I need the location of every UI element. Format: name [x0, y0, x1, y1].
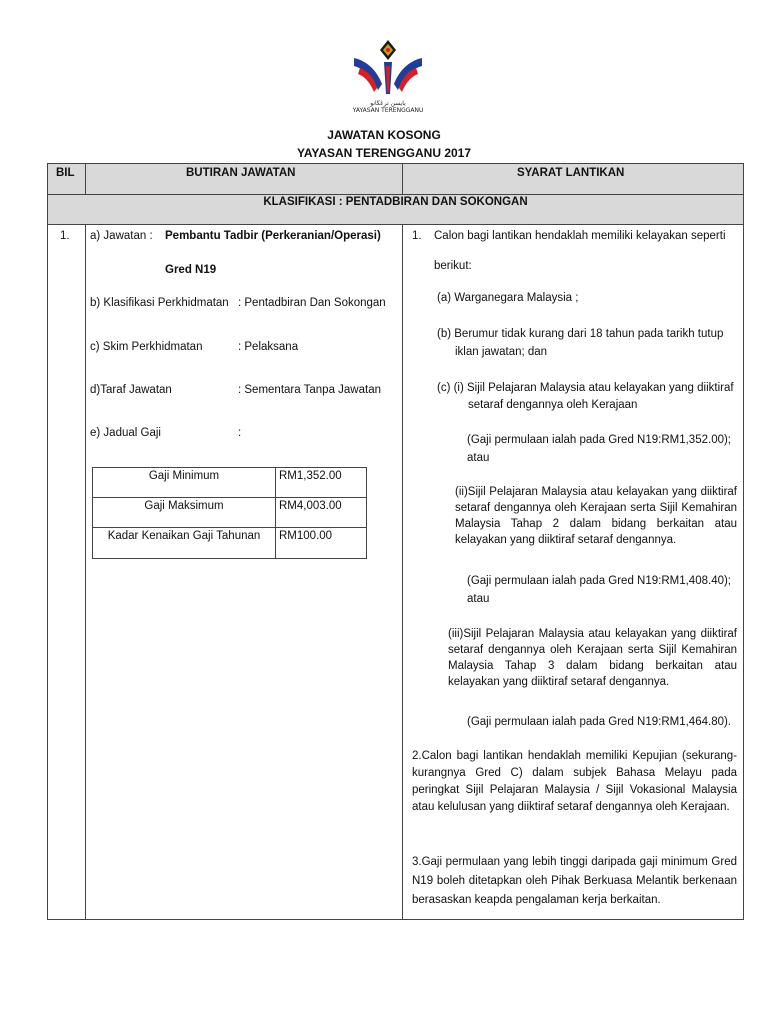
divider	[402, 224, 403, 919]
table-header-row	[48, 164, 743, 194]
header-butiran-jawatan: BUTIRAN JAWATAN	[186, 167, 296, 179]
syarat-b-line2: iklan jawatan; dan	[455, 346, 548, 358]
divider	[85, 164, 86, 194]
klasifikasi-label: b) Klasifikasi Perkhidmatan	[90, 297, 229, 309]
divider	[85, 224, 86, 919]
syarat-a: (a) Warganegara Malaysia ;	[437, 292, 579, 304]
jadual-gaji-label: e) Jadual Gaji	[90, 427, 161, 439]
gaji-note-i-atau: atau	[467, 452, 490, 464]
salary-label: Gaji Maksimum	[144, 500, 224, 512]
salary-label: Kadar Kenaikan Gaji Tahunan	[107, 530, 261, 542]
logo-caption	[343, 100, 433, 114]
page-subtitle: YAYASAN TERENGGANU 2017	[296, 146, 472, 160]
taraf-label: d)Taraf Jawatan	[90, 384, 172, 396]
row-number: 1.	[60, 230, 70, 242]
jawatan-label: a) Jawatan :	[90, 230, 153, 242]
syarat-1-line2: berikut:	[434, 260, 472, 272]
syarat-c-iii: (iii)Sijil Pelajaran Malaysia atau kelayakan yang diiktiraf setaraf dengannya oleh Kerajaan serta Sijil Kemahiran Malaysia Tahap 3 dalam bidang berkaitan atau kelayakan yang diiktiraf setaraf dengannya.	[448, 628, 737, 688]
syarat-1-line1: Calon bagi lantikan hendaklah memiliki kelayakan seperti	[434, 230, 726, 242]
syarat-2: 2.Calon bagi lantikan hendaklah memiliki Kepujian (sekurang-kurangnya Gred C) dalam subjek Bahasa Melayu pada peringkat Sijil Pelajaran Malaysia / Sijil Vokasional Malaysia atau kelulusan yang diiktiraf setaraf dengannya oleh Kerajaan.	[412, 750, 737, 813]
skim-value: : Pelaksana	[238, 341, 299, 353]
classification-label: KLASIFIKASI : PENTADBIRAN DAN SOKONGAN	[263, 196, 528, 208]
salary-value: RM100.00	[279, 530, 333, 542]
divider	[48, 224, 743, 225]
syarat-b-line1: (b) Berumur tidak kurang dari 18 tahun pada tarikh tutup	[437, 328, 724, 340]
syarat-1-number: 1.	[412, 230, 422, 242]
header-syarat-lantikan: SYARAT LANTIKAN	[517, 167, 625, 179]
syarat-c-i-line2: setaraf dengannya oleh Kerajaan	[468, 399, 638, 411]
gaji-note-ii-atau: atau	[467, 593, 490, 605]
gaji-note-ii: (Gaji permulaan ialah pada Gred N19:RM1,408.40);	[467, 575, 732, 587]
salary-value: RM1,352.00	[279, 470, 342, 482]
salary-row	[93, 528, 366, 558]
header-bil: BIL	[56, 167, 75, 179]
page-title: JAWATAN KOSONG	[327, 128, 441, 142]
syarat-c-ii: (ii)Sijil Pelajaran Malaysia atau kelayakan yang diiktiraf setaraf dengannya oleh Kerajaan serta Sijil Kemahiran Malaysia Tahap 2 dalam bidang berkaitan atau kelayakan yang diiktiraf setaraf dengannya.	[455, 486, 737, 546]
logo-jawi-text: يايسن ترڠڬانو	[370, 100, 406, 107]
gaji-note-iii: (Gaji permulaan ialah pada Gred N19:RM1,464.80).	[467, 716, 732, 728]
divider	[48, 194, 743, 195]
gred-value: Gred N19	[165, 264, 217, 276]
klasifikasi-value: : Pentadbiran Dan Sokongan	[238, 297, 386, 309]
divider	[402, 164, 403, 194]
syarat-c-i-line1: (c) (i) Sijil Pelajaran Malaysia atau kelayakan yang diiktiraf	[437, 382, 734, 394]
salary-value: RM4,003.00	[279, 500, 342, 512]
salary-row	[93, 498, 366, 528]
salary-label: Gaji Minimum	[148, 470, 220, 482]
vacancy-table	[47, 163, 744, 920]
taraf-value: : Sementara Tanpa Jawatan	[238, 384, 381, 396]
jadual-gaji-value: :	[238, 427, 242, 439]
salary-row	[93, 468, 366, 498]
jawatan-value: Pembantu Tadbir (Perkeranian/Operasi)	[165, 230, 381, 242]
logo-org-name: YAYASAN TERENGGANU	[352, 107, 424, 114]
syarat-3: 3.Gaji permulaan yang lebih tinggi daripada gaji minimum Gred N19 boleh ditetapkan oleh Pihak Berkuasa Melantik berkenaan berasaskan keapda pengalaman kerja berkaitan.	[412, 856, 737, 906]
skim-label: c) Skim Perkhidmatan	[90, 341, 203, 353]
salary-table	[92, 467, 367, 559]
gaji-note-i: (Gaji permulaan ialah pada Gred N19:RM1,352.00);	[467, 434, 732, 446]
